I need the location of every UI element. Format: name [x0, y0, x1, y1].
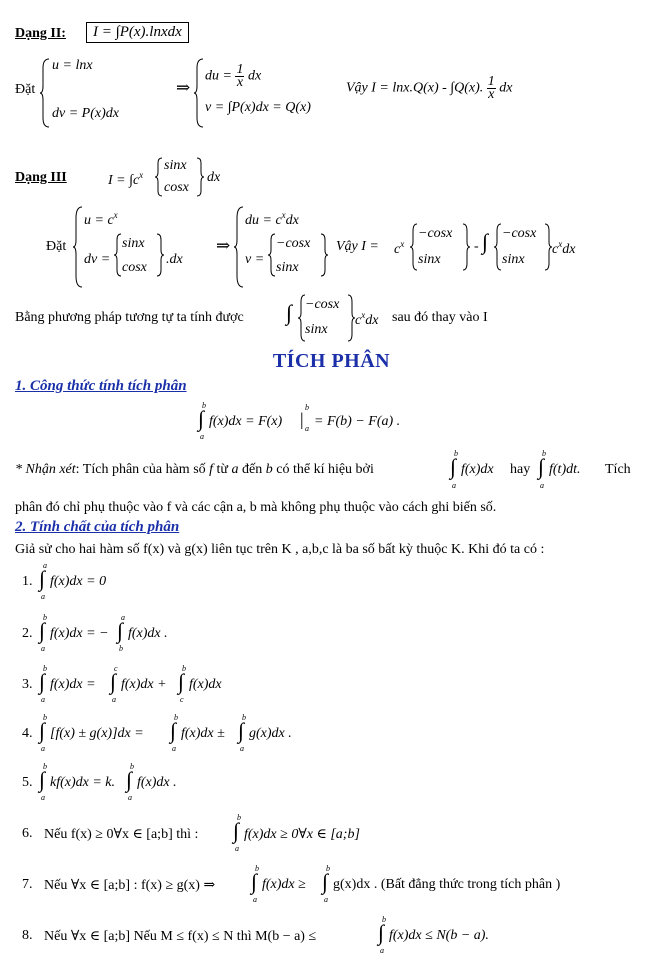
- remark-integral2-lower: a: [540, 481, 544, 490]
- prop6-lower: a: [235, 844, 239, 853]
- prop2-expr2: f(x)dx .: [128, 626, 168, 641]
- remark-integral1-sign: ∫: [450, 454, 457, 479]
- dang3-vay-integral-sign: ∫: [482, 229, 489, 254]
- section1-heading: 1. Công thức tính tích phân: [15, 378, 187, 394]
- dang2-dv-line: dv = P(x)dx: [52, 106, 119, 121]
- dang2-label: Dạng II:: [15, 26, 66, 41]
- remark-integral2-sign: ∫: [538, 454, 545, 479]
- section1-lower-limit: a: [200, 432, 204, 441]
- dang2-brace-left: [40, 58, 50, 128]
- prop5-lower-1: a: [41, 793, 45, 802]
- dang3-dv-brace-open: [114, 233, 122, 277]
- dang3-v-left: v =: [245, 252, 265, 267]
- section1-integral-sign: ∫: [198, 406, 205, 431]
- prop1-expr: f(x)dx = 0: [50, 574, 107, 589]
- dang3-vay-brace2-open: [494, 223, 502, 271]
- section2-intro: Giả sử cho hai hàm số f(x) và g(x) liên tục trên K , a,b,c là ba số bất kỳ thuộc K. Khi đó ta có :: [15, 542, 545, 557]
- dang2-v-line: v = ∫P(x)dx = Q(x): [205, 100, 311, 115]
- prop7-lower-1: a: [253, 895, 257, 904]
- dang3-formula-end: dx: [207, 170, 221, 185]
- prop3-lower-3: c: [180, 695, 184, 704]
- prop2-integral-sign-1: ∫: [39, 618, 46, 643]
- dang3-dv-cos: cosx: [122, 260, 147, 275]
- section2-heading: 2. Tính chất của tích phân: [15, 519, 180, 535]
- dang3-vay-brace1-close: [462, 223, 470, 271]
- prop4-integral-sign-2: ∫: [170, 718, 177, 743]
- prop5-expr2: f(x)dx .: [137, 775, 177, 790]
- dang3-vay-minus: -: [474, 239, 479, 254]
- prop5-upper-1: b: [43, 762, 47, 771]
- prop5-upper-2: b: [130, 762, 134, 771]
- remark-integral1: f(x)dx: [461, 462, 494, 477]
- prop4-upper-1: b: [43, 713, 47, 722]
- prop5-number: 5.: [22, 775, 33, 790]
- similar-sin: sinx: [305, 322, 328, 337]
- prop1-integral-sign: ∫: [39, 566, 46, 591]
- dang3-v-brace-open: [268, 233, 276, 277]
- dang2-brace-right: [194, 58, 204, 128]
- remark-text5: Tích: [605, 462, 631, 477]
- page-title: TÍCH PHÂN: [272, 350, 391, 372]
- dang3-vay-brace2-close: [544, 223, 552, 271]
- prop5-integral-sign-2: ∫: [126, 767, 133, 792]
- prop4-lower-3: a: [240, 744, 244, 753]
- dang3-brace-close: [196, 157, 204, 197]
- dang3-vay-sin: sinx: [418, 252, 441, 267]
- dang3-implies-arrow: ⇒: [216, 236, 231, 255]
- dang3-u-line: $u = c^x$: [84, 210, 118, 228]
- prop2-number: 2.: [22, 626, 33, 641]
- prop7-integral-sign-2: ∫: [322, 869, 329, 894]
- prop2-lower-1: a: [41, 644, 45, 653]
- dang3-v-sin: sinx: [276, 260, 299, 275]
- prop8-expr: f(x)dx ≤ N(b − a).: [389, 928, 489, 943]
- similar-negcos: −cosx: [305, 297, 340, 312]
- prop7-expr1: f(x)dx ≥: [262, 877, 306, 892]
- dang3-vay-label: Vậy I =: [336, 239, 379, 254]
- prop2-expr1: f(x)dx = −: [50, 626, 109, 641]
- prop4-integral-sign-3: ∫: [238, 718, 245, 743]
- dang2-implies-arrow: ⇒: [176, 78, 191, 97]
- dang2-conclusion: Vậy I = lnx.Q(x) - ∫Q(x). $\frac{1}{x}$ dx: [346, 74, 513, 102]
- remark-line2: phân đó chỉ phụ thuộc vào f và các cận a, b mà không phụ thuộc vào cách ghi biến số.: [15, 500, 497, 515]
- dang3-dat-label: Đặt: [46, 239, 67, 254]
- prop7-number: 7.: [22, 877, 33, 892]
- dang3-brace-open: [155, 157, 163, 197]
- prop4-expr3: g(x)dx .: [249, 726, 292, 741]
- section1-formula-end: = F(b) − F(a) .: [314, 414, 401, 429]
- similar-integral-sign: ∫: [286, 300, 293, 325]
- dang3-dv-sin: sinx: [122, 236, 145, 251]
- prop8-number: 8.: [22, 928, 33, 943]
- prop5-lower-2: a: [128, 793, 132, 802]
- prop7-integral-sign-1: ∫: [251, 869, 258, 894]
- prop7-text: Nếu ∀x ∈ [a;b] : f(x) ≥ g(x) ⇒: [44, 878, 216, 893]
- prop7-lower-2: a: [324, 895, 328, 904]
- similar-brace-close: [347, 294, 355, 342]
- prop7-upper-1: b: [255, 864, 259, 873]
- similar-text-after: sau đó thay vào I: [392, 310, 488, 325]
- prop6-integral-sign: ∫: [233, 818, 240, 843]
- prop1-upper: a: [43, 561, 47, 570]
- prop2-upper-2: a: [121, 613, 125, 622]
- dang3-v-brace-close: [320, 233, 328, 277]
- prop6-number: 6.: [22, 826, 33, 841]
- prop2-upper-1: b: [43, 613, 47, 622]
- prop3-expr2: f(x)dx +: [121, 677, 167, 692]
- prop3-integral-sign-3: ∫: [178, 669, 185, 694]
- dang3-label: Dạng III: [15, 170, 67, 185]
- prop5-expr1: kf(x)dx = k.: [50, 775, 116, 790]
- dang2-formula: I = ∫P(x).lnxdx: [86, 22, 189, 43]
- remark-integral1-upper: b: [454, 449, 458, 458]
- dang3-cos: cosx: [164, 180, 189, 195]
- dang3-v-negcos: −cosx: [276, 236, 311, 251]
- dang3-dv-brace-close: [156, 233, 164, 277]
- dang2-du-line: du = $\frac{1}{x}$ dx: [205, 62, 262, 90]
- prop1-lower: a: [41, 592, 45, 601]
- prop4-lower-1: a: [41, 744, 45, 753]
- prop3-expr1: f(x)dx =: [50, 677, 96, 692]
- dang3-formula: $I = \int c^x$: [108, 170, 144, 188]
- dang3-vay-c: $c^x$: [394, 239, 405, 257]
- remark-integral2-upper: b: [542, 449, 546, 458]
- prop4-number: 4.: [22, 726, 33, 741]
- remark-integral1-lower: a: [452, 481, 456, 490]
- prop4-upper-3: b: [242, 713, 246, 722]
- prop8-upper: b: [382, 915, 386, 924]
- dang3-sin: sinx: [164, 158, 187, 173]
- section1-bar: |: [300, 409, 304, 429]
- section1-formula: f(x)dx = F(x): [209, 414, 283, 429]
- dang3-du-line: du = $c^xdx$: [245, 210, 299, 228]
- similar-text-before: Bằng phương pháp tương tự ta tính được: [15, 310, 244, 325]
- prop4-expr2: f(x)dx ±: [181, 726, 225, 741]
- similar-integrand: $c^xdx$: [355, 310, 379, 328]
- prop3-upper-3: b: [182, 664, 186, 673]
- prop7-upper-2: b: [326, 864, 330, 873]
- dang3-vay-brace1-open: [410, 223, 418, 271]
- prop3-number: 3.: [22, 677, 33, 692]
- prop3-integral-sign-1: ∫: [39, 669, 46, 694]
- prop6-upper: b: [237, 813, 241, 822]
- dang3-dv-end: .dx: [166, 252, 183, 267]
- prop6-text: Nếu f(x) ≥ 0∀x ∈ [a;b] thì :: [44, 827, 199, 842]
- prop8-integral-sign: ∫: [378, 920, 385, 945]
- prop4-integral-sign-1: ∫: [39, 718, 46, 743]
- prop8-text: Nếu ∀x ∈ [a;b] Nếu M ≤ f(x) ≤ N thì M(b − a) ≤: [44, 929, 317, 944]
- prop8-lower: a: [380, 946, 384, 955]
- dang3-dv-left: dv =: [84, 252, 111, 267]
- dang3-result-brace: [234, 206, 244, 288]
- dang3-vay-negcos: −cosx: [418, 226, 453, 241]
- prop5-integral-sign-1: ∫: [39, 767, 46, 792]
- prop3-lower-2: a: [112, 695, 116, 704]
- section1-bar-upper: b: [305, 403, 309, 412]
- prop4-expr1: [f(x) ± g(x)]dx =: [50, 726, 144, 741]
- prop3-upper-2: c: [114, 664, 118, 673]
- prop1-number: 1.: [22, 574, 33, 589]
- prop3-integral-sign-2: ∫: [110, 669, 117, 694]
- dang3-vay-sin-2: sinx: [502, 252, 525, 267]
- prop2-integral-sign-2: ∫: [117, 618, 124, 643]
- dang3-dat-brace: [73, 206, 83, 288]
- remark-line1: * Nhận xét: Tích phân của hàm số f từ a đến b có thể kí hiệu bởi: [15, 462, 374, 477]
- prop6-expr: f(x)dx ≥ 0∀x ∈ [a;b]: [244, 827, 360, 842]
- remark-integral2: f(t)dt.: [549, 462, 581, 477]
- prop3-upper-1: b: [43, 664, 47, 673]
- dang3-vay-end: $c^xdx$: [552, 239, 576, 257]
- dang3-vay-negcos-2: −cosx: [502, 226, 537, 241]
- prop3-expr3: f(x)dx: [189, 677, 222, 692]
- prop4-upper-2: b: [174, 713, 178, 722]
- prop2-lower-2: b: [119, 644, 123, 653]
- remark-hay: hay: [510, 462, 531, 477]
- dang2-u-line: u = lnx: [52, 58, 93, 73]
- section1-bar-lower: a: [305, 424, 309, 433]
- dang2-dat-label: Đặt: [15, 82, 36, 97]
- prop4-lower-2: a: [172, 744, 176, 753]
- prop3-lower-1: a: [41, 695, 45, 704]
- prop7-expr2: g(x)dx . (Bất đẳng thức trong tích phân ): [333, 877, 561, 892]
- section1-upper-limit: b: [202, 401, 206, 410]
